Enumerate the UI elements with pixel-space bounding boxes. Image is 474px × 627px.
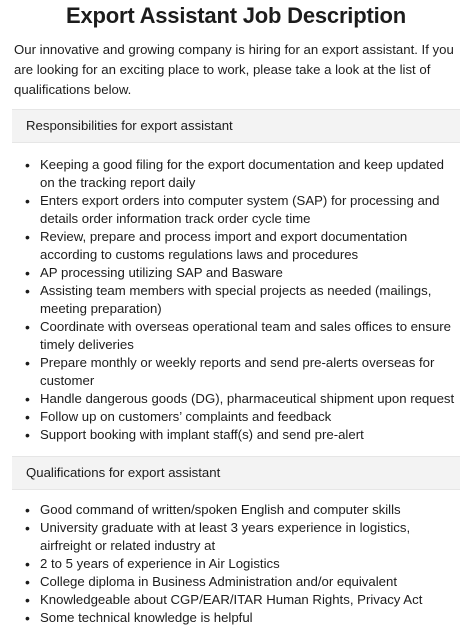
list-item: • AP processing utilizing SAP and Basware (22, 264, 460, 282)
list-item: • Support booking with implant staff(s) and send pre-alert (22, 426, 460, 444)
list-item: • Coordinate with overseas operational team and sales offices to ensure timely deliveries (22, 318, 460, 354)
list-item: • Enters export orders into computer system (SAP) for processing and details order information track order cycle time (22, 192, 460, 228)
qualifications-heading: Qualifications for export assistant (12, 456, 460, 490)
responsibilities-list (12, 156, 460, 444)
list-item: • Assisting team members with special projects as needed (mailings, meeting preparation) (22, 282, 460, 318)
qualifications-list (12, 501, 460, 627)
intro-paragraph: Our innovative and growing company is hiring for an export assistant. If you are looking for an exciting place to work, please take a look at the list of qualifications below. (14, 42, 454, 97)
list-item: • College diploma in Business Administration and/or equivalent (22, 573, 460, 591)
responsibilities-heading: Responsibilities for export assistant (12, 109, 460, 143)
page-title: Export Assistant Job Description (66, 3, 406, 28)
list-item: • Knowledgeable about CGP/EAR/ITAR Human Rights, Privacy Act (22, 591, 460, 609)
list-item: • 2 to 5 years of experience in Air Logistics (22, 555, 460, 573)
list-item: • Some technical knowledge is helpful (22, 609, 460, 627)
job-description-page (0, 2, 474, 627)
list-item: • Follow up on customers’ complaints and feedback (22, 408, 460, 426)
list-item: • Handle dangerous goods (DG), pharmaceutical shipment upon request (22, 390, 460, 408)
list-item: • Review, prepare and process import and export documentation according to customs regulations laws and procedures (22, 228, 460, 264)
list-item: • Keeping a good filing for the export documentation and keep updated on the tracking report daily (22, 156, 460, 192)
list-item: • Prepare monthly or weekly reports and send pre-alerts overseas for customer (22, 354, 460, 390)
list-item: • University graduate with at least 3 years experience in logistics, airfreight or related industry at (22, 519, 460, 555)
list-item: • Good command of written/spoken English and computer skills (22, 501, 460, 519)
